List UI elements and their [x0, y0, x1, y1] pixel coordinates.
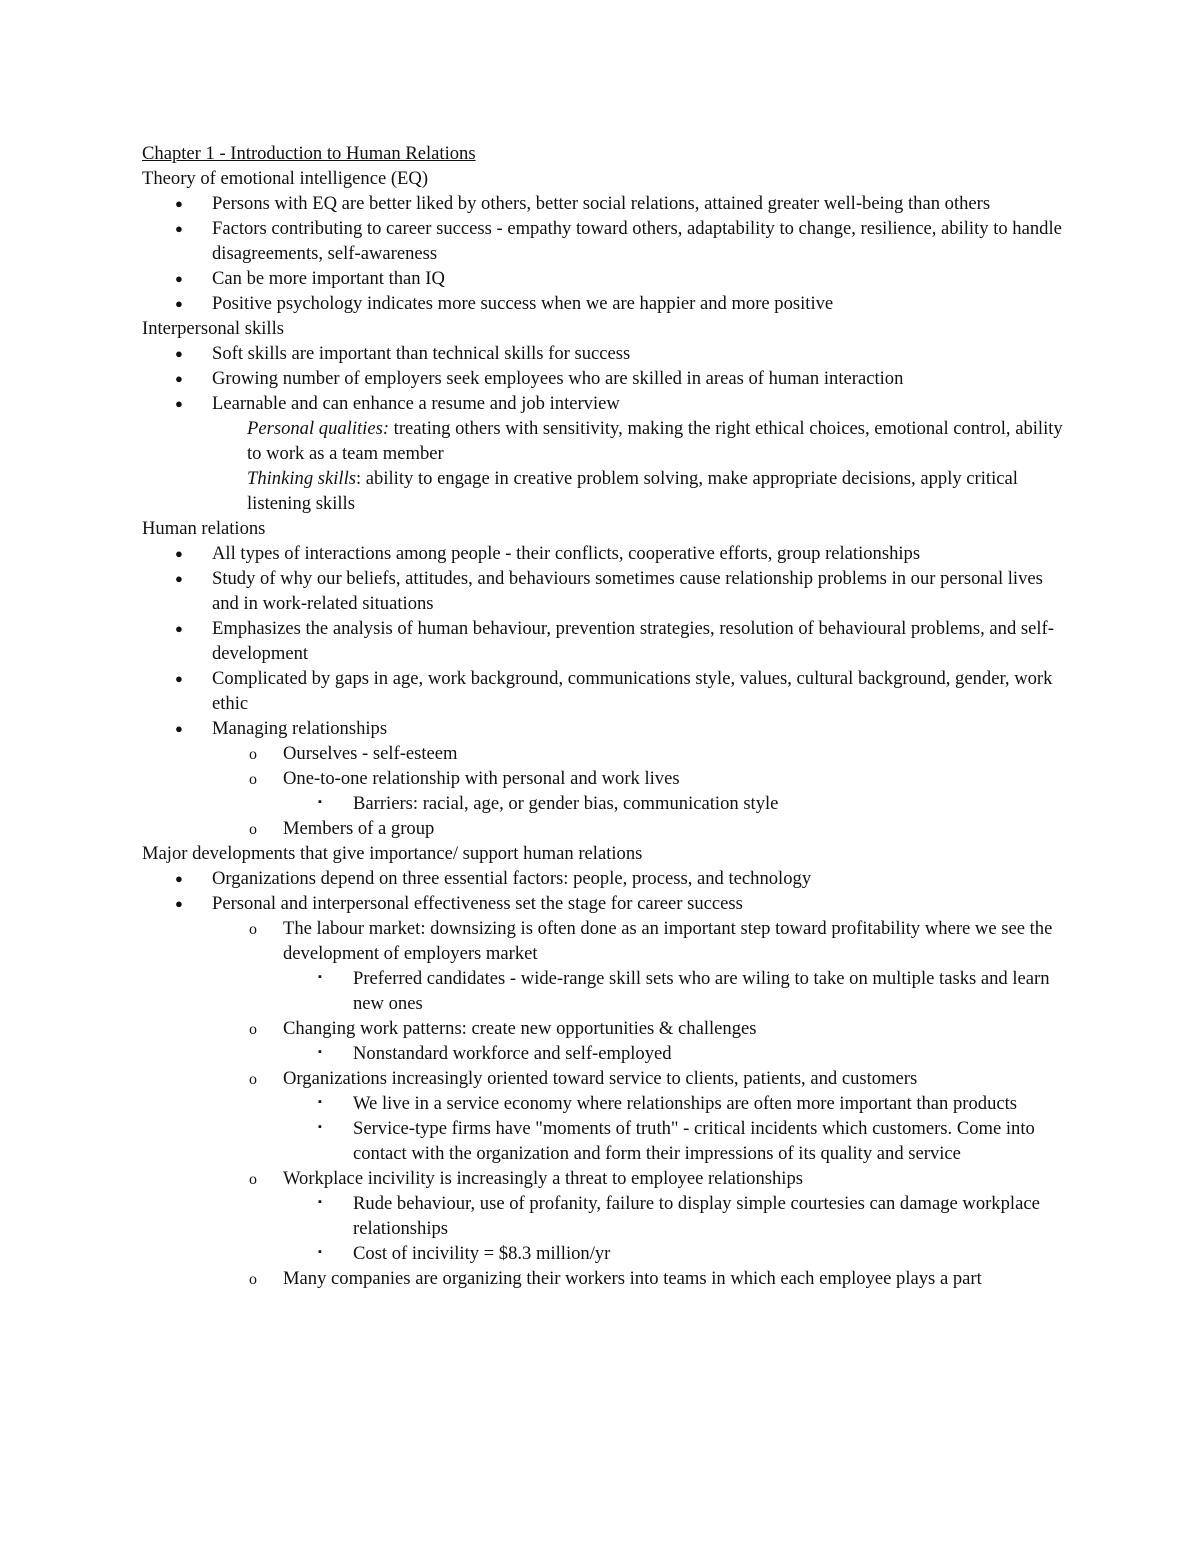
circle-bullet-icon: o — [249, 771, 257, 788]
personal-qualities-label: Personal qualities: — [247, 418, 390, 439]
list-item — [142, 791, 1072, 816]
list-item-text: Service-type firms have "moments of truth" - critical incidents which customers. Come into contact with the organization and form their impressions of its quality and service — [353, 1118, 1035, 1164]
list-item-text: Soft skills are important than technical skills for success — [212, 343, 631, 364]
square-bullet-icon: ▪ — [318, 1096, 322, 1108]
list-item-text: Factors contributing to career success - empathy toward others, adaptability to change, resilience, ability to handle disagreements, self-awareness — [212, 218, 1062, 264]
list-item — [142, 366, 1072, 391]
list-item — [142, 391, 1072, 416]
list-item-text: Cost of incivility = $8.3 million/yr — [353, 1243, 611, 1264]
list-item — [142, 566, 1072, 616]
thinking-skills-paragraph — [142, 466, 1072, 516]
list-item-text: Emphasizes the analysis of human behaviour, prevention strategies, resolution of behavioural problems, and self-development — [212, 618, 1054, 664]
list-item — [142, 1191, 1072, 1241]
thinking-skills-label: Thinking skills — [247, 468, 356, 489]
square-bullet-icon: ▪ — [318, 1046, 322, 1058]
list-item — [142, 741, 1072, 766]
circle-bullet-icon: o — [249, 1171, 257, 1188]
circle-bullet-icon: o — [249, 1071, 257, 1088]
circle-bullet-icon: o — [249, 1021, 257, 1038]
list-item — [142, 266, 1072, 291]
bullet-icon: ● — [175, 271, 183, 286]
circle-bullet-icon: o — [249, 1271, 257, 1288]
bullet-icon: ● — [175, 371, 183, 386]
page-title: Chapter 1 - Introduction to Human Relations — [142, 143, 476, 164]
section-heading-major-developments: Major developments that give importance/ support human relations — [142, 843, 643, 864]
list-item — [142, 541, 1072, 566]
list-item — [142, 891, 1072, 916]
bullet-icon: ● — [175, 896, 183, 911]
bullet-icon: ● — [175, 221, 183, 236]
list-item-text: Organizations increasingly oriented toward service to clients, patients, and customers — [283, 1068, 918, 1089]
list-item — [142, 216, 1072, 266]
circle-bullet-icon: o — [249, 746, 257, 763]
list-item — [142, 191, 1072, 216]
bullet-icon: ● — [175, 196, 183, 211]
list-item — [142, 816, 1072, 841]
list-item-text: Preferred candidates - wide-range skill sets who are wiling to take on multiple tasks and learn new ones — [353, 968, 1050, 1014]
list-item-text: All types of interactions among people - their conflicts, cooperative efforts, group relationships — [212, 543, 921, 564]
list-item-text: Growing number of employers seek employees who are skilled in areas of human interaction — [212, 368, 904, 389]
list-item-text: Nonstandard workforce and self-employed — [353, 1043, 672, 1064]
list-item — [142, 1241, 1072, 1266]
list-item-text: Positive psychology indicates more success when we are happier and more positive — [212, 293, 834, 314]
list-item-text: Members of a group — [283, 818, 435, 839]
list-item-text: Barriers: racial, age, or gender bias, communication style — [353, 793, 779, 814]
list-item — [142, 1116, 1072, 1166]
list-item — [142, 666, 1072, 716]
section-heading-interpersonal: Interpersonal skills — [142, 318, 285, 339]
list-item — [142, 291, 1072, 316]
list-item — [142, 1166, 1072, 1191]
personal-qualities-paragraph — [142, 416, 1072, 466]
list-item — [142, 966, 1072, 1016]
bullet-icon: ● — [175, 396, 183, 411]
bullet-icon: ● — [175, 871, 183, 886]
list-item-text: Changing work patterns: create new opportunities & challenges — [283, 1018, 757, 1039]
bullet-icon: ● — [175, 721, 183, 736]
list-item — [142, 716, 1072, 741]
list-item — [142, 341, 1072, 366]
list-item — [142, 616, 1072, 666]
circle-bullet-icon: o — [249, 821, 257, 838]
list-item — [142, 1016, 1072, 1041]
square-bullet-icon: ▪ — [318, 971, 322, 983]
list-item-text: We live in a service economy where relationships are often more important than products — [353, 1093, 1018, 1114]
list-item-text: Ourselves - self-esteem — [283, 743, 458, 764]
list-item-text: Complicated by gaps in age, work background, communications style, values, cultural background, gender, work ethic — [212, 668, 1053, 714]
section-heading-eq: Theory of emotional intelligence (EQ) — [142, 168, 429, 189]
document-page — [142, 141, 1072, 1291]
list-item — [142, 1266, 1072, 1291]
bullet-icon: ● — [175, 671, 183, 686]
list-item-text: Persons with EQ are better liked by others, better social relations, attained greater well-being than others — [212, 193, 991, 214]
list-item-text: Can be more important than IQ — [212, 268, 445, 289]
personal-qualities-text: treating others with sensitivity, making the right ethical choices, emotional control, ability to work as a team member — [247, 418, 1063, 464]
list-item — [142, 1066, 1072, 1091]
section-heading-human-relations: Human relations — [142, 518, 266, 539]
square-bullet-icon: ▪ — [318, 1246, 322, 1258]
list-item — [142, 916, 1072, 966]
list-item — [142, 766, 1072, 791]
list-item-text: Managing relationships — [212, 718, 388, 739]
list-item — [142, 1091, 1072, 1116]
list-item-text: Rude behaviour, use of profanity, failure to display simple courtesies can damage workplace relationships — [353, 1193, 1040, 1239]
bullet-icon: ● — [175, 621, 183, 636]
square-bullet-icon: ▪ — [318, 1121, 322, 1133]
list-item-text: The labour market: downsizing is often done as an important step toward profitability where we see the development of employers market — [283, 918, 1053, 964]
circle-bullet-icon: o — [249, 921, 257, 938]
list-item-text: Personal and interpersonal effectiveness set the stage for career success — [212, 893, 743, 914]
list-item-text: Workplace incivility is increasingly a threat to employee relationships — [283, 1168, 804, 1189]
list-item-text: Many companies are organizing their workers into teams in which each employee plays a part — [283, 1268, 982, 1289]
list-item-text: One-to-one relationship with personal and work lives — [283, 768, 680, 789]
list-item-text: Study of why our beliefs, attitudes, and behaviours sometimes cause relationship problems in our personal lives and in work-related situations — [212, 568, 1043, 614]
list-item — [142, 866, 1072, 891]
square-bullet-icon: ▪ — [318, 796, 322, 808]
bullet-icon: ● — [175, 296, 183, 311]
bullet-icon: ● — [175, 571, 183, 586]
square-bullet-icon: ▪ — [318, 1196, 322, 1208]
list-item-text: Learnable and can enhance a resume and job interview — [212, 393, 620, 414]
bullet-icon: ● — [175, 546, 183, 561]
thinking-skills-text: : ability to engage in creative problem solving, make appropriate decisions, apply critical listening skills — [247, 468, 1018, 514]
list-item-text: Organizations depend on three essential factors: people, process, and technology — [212, 868, 812, 889]
list-item — [142, 1041, 1072, 1066]
bullet-icon: ● — [175, 346, 183, 361]
